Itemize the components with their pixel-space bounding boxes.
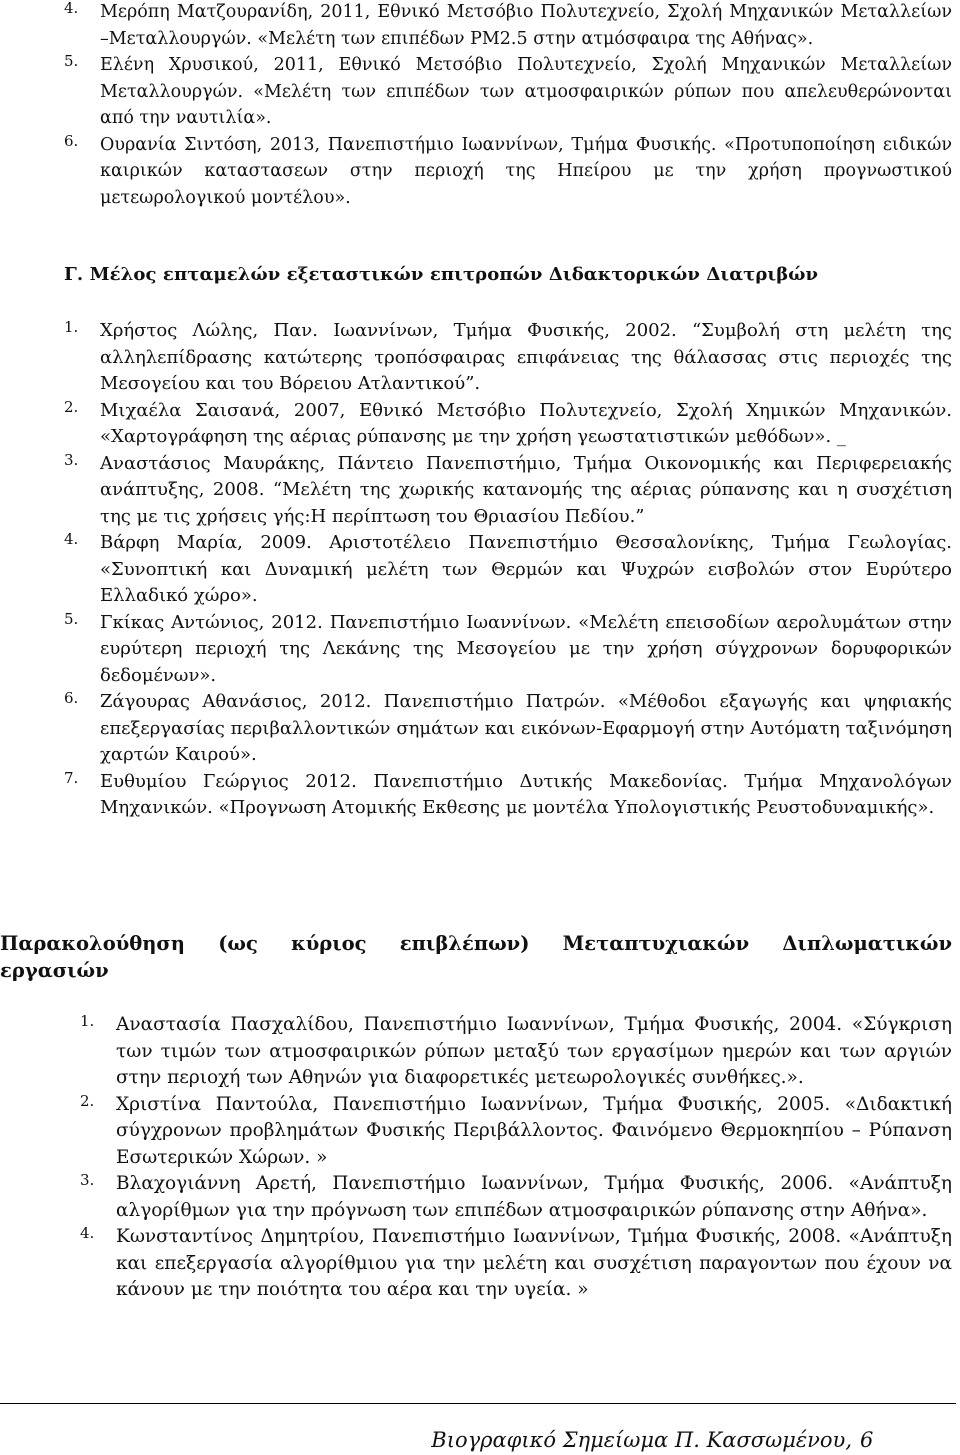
item-number: 6. (64, 689, 79, 707)
list-item (0, 769, 960, 822)
list-item (0, 1171, 960, 1224)
item-text: Κωνσταντίνος Δημητρίου, Πανεπιστήμιο Ιωαννίνων, Τμήμα Φυσικής, 2008. «Ανάπτυξη και επεξεργασία αλγορίθμιου για την μελέτη και συσχέτιση παραγοντων που έχουν να κάνουν με την ποιότητα του αέρα και την υγεία. » (116, 1226, 952, 1300)
item-text: Μιχαέλα Σαισανά, 2007, Εθνικό Μετσόβιο Πολυτεχνείο, Σχολή Χημικών Μηχανικών. «Χαρτογράφηση της αέριας ρύπανσης με την χρήση γεωστατιστικών μεθόδων». _ (100, 399, 952, 447)
list-item (0, 398, 960, 451)
page-number: 6 (860, 1428, 874, 1452)
list-section-p (0, 1012, 960, 1304)
list-item (0, 689, 960, 769)
item-text: Ζάγουρας Αθανάσιος, 2012. Πανεπιστήμιο Πατρών. «Μέθοδοι εξαγωγής και ψηφιακής επεξεργασίας περιβαλλοντικών σημάτων και εικόνων-Εφαρμογή στην Αυτόματη ταξινόμηση χαρτών Καιρού». (100, 691, 952, 765)
item-number: 4. (80, 1224, 95, 1242)
item-text: Χρήστος Λώλης, Παν. Ιωαννίνων, Τμήμα Φυσικής, 2002. “Συμβολή στη μελέτη της αλληλεπίδρασης κατώτερης τροπόσφαιρας επιφάνειας της θάλασσας στις περιοχές της Μεσογείου και του Βόρειου Ατλαντικού”. (100, 320, 952, 394)
item-number: 5. (64, 52, 79, 70)
list-item (0, 52, 960, 132)
item-text: Αναστάσιος Μαυράκης, Πάντειο Πανεπιστήμιο, Τμήμα Οικονομικής και Περιφερειακής ανάπτυξης, 2008. “Μελέτη της χωρικής κατανομής της αέριας ρύπανσης και η συσχέτιση της με τις χρήσεις γής:Η περίπτωση του Θριασίου Πεδίου.” (100, 452, 952, 527)
list-item (0, 610, 960, 690)
item-number: 6. (64, 131, 79, 150)
item-text: Αναστασία Πασχαλίδου, Πανεπιστήμιο Ιωαννίνων, Τμήμα Φυσικής, 2004. «Σύγκριση των τιμών των ατμοσφαιρικών ρύπων μεταξύ των εργασίμων ημερών και των αργιών στην περιοχή των Αθηνών για διαφορετικές μετεωρολογικές συνθήκες.». (116, 1014, 952, 1088)
item-number: 4. (64, 0, 79, 17)
item-number: 3. (80, 1171, 95, 1189)
section-heading (0, 930, 952, 984)
list-item (0, 132, 960, 212)
item-number: 1. (64, 318, 79, 336)
item-number: 4. (64, 530, 79, 548)
list-item (0, 1012, 960, 1092)
list-item (0, 451, 960, 531)
item-text: Μερόπη Ματζουρανίδη, 2011, Εθνικό Μετσόβιο Πολυτεχνείο, Σχολή Μηχανικών Μεταλλείων –Μεταλλουργών. «Μελέτη των επιπέδων PM2.5 στην ατμόσφαιρα της Αθήνας». (100, 2, 952, 49)
item-number: 1. (80, 1012, 95, 1030)
item-text: Ουρανία Σιντόση, 2013, Πανεπιστήμιο Ιωαννίνων, Τμήμα Φυσικής. «Προτυποποίηση ειδικών καιρικών καταστασεων στην περιοχή της Ηπείρου με την χρήση προγνωστικού μετεωρολογικού μοντέλου». (100, 134, 952, 208)
list-item (0, 1092, 960, 1172)
item-text: Βλαχογιάννη Αρετή, Πανεπιστήμιο Ιωαννίνων, Τμήμα Φυσικής, 2006. «Ανάπτυξη αλγορίθμων για την πρόγνωση των επιπέδων ατμοσφαιρικών ρύπανσης στην Αθήνα». (116, 1173, 952, 1221)
list-item (0, 0, 960, 52)
footer-divider (0, 1403, 956, 1404)
list-item (0, 530, 960, 610)
heading-line: εργασιών (0, 959, 109, 982)
list-section-a (0, 0, 960, 211)
item-number: 2. (80, 1091, 95, 1110)
item-text: Ελένη Χρυσικού, 2011, Εθνικό Μετσόβιο Πολυτεχνείο, Σχολή Μηχανικών Μεταλλείων Μεταλλουργών. «Μελέτη των επιπέδων των ατμοσφαιρικών ρύπων που απελευθερώνονται από την ναυτιλία». (100, 55, 952, 128)
heading-line: Παρακολούθηση (ως κύριος επιβλέπων) Μεταπτυχιακών Διπλωματικών (0, 932, 952, 955)
item-text: Βάρφη Μαρία, 2009. Αριστοτέλειο Πανεπιστήμιο Θεσσαλονίκης, Τμήμα Γεωλογίας. «Συνοπτική και Δυναμική μελέτη των Θερμών και Ψυχρών εισβολών στον Ευρύτερο Ελλαδικό χώρο». (100, 532, 952, 606)
item-number: 3. (64, 450, 79, 469)
item-number: 5. (64, 609, 79, 628)
item-text: Ευθυμίου Γεώργιος 2012. Πανεπιστήμιο Δυτικής Μακεδονίας. Τμήμα Μηχανολόγων Μηχανικών. «Προγνωση Ατομικής Εκθεσης με μοντέλα Υπολογιστικής Ρευστοδυναμικής». (100, 770, 952, 818)
item-number: 2. (64, 397, 79, 416)
list-item (0, 318, 960, 398)
footer-label: Βιογραφικό Σημείωμα Π. Κασσωμένου, (431, 1428, 852, 1452)
item-text: Χριστίνα Παντούλα, Πανεπιστήμιο Ιωαννίνων, Τμήμα Φυσικής, 2005. «Διδακτική σύγχρονων προβλημάτων Φυσικής Περιβάλλοντος. Φαινόμενο Θερμοκηπίου – Ρύπανση Εσωτερικών Χώρων. » (116, 1093, 952, 1168)
list-section-g (0, 318, 960, 822)
item-number: 7. (64, 768, 79, 787)
item-text: Γκίκας Αντώνιος, 2012. Πανεπιστήμιο Ιωαννίνων. «Μελέτη επεισοδίων αερολυμάτων στην ευρύτερη περιοχή της Λεκάνης της Μεσογείου με την χρήση σύγχρονων δορυφορικών δεδομένων». (100, 611, 952, 686)
section-heading: Γ. Μέλος επταμελών εξεταστικών επιτροπών Διδακτορικών Διατριβών (64, 264, 819, 285)
list-item (0, 1224, 960, 1304)
